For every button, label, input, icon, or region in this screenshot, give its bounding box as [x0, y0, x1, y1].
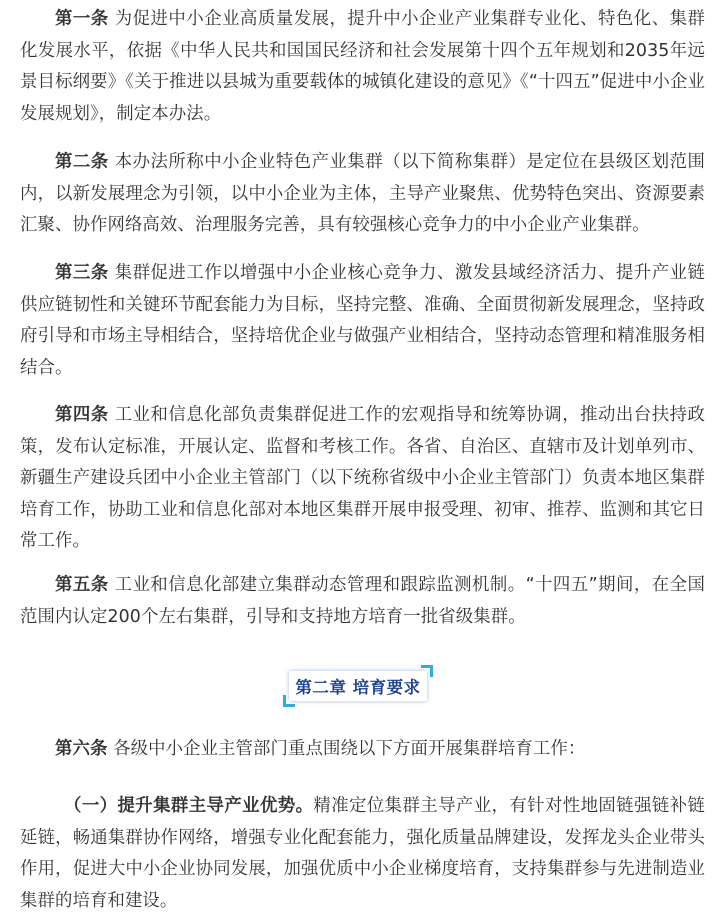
article-5-label: 第五条	[55, 575, 109, 595]
article-2-label: 第二条	[55, 152, 109, 172]
item-1-label: （一）提升集群主导产业优势。	[64, 796, 314, 816]
article-4-text: 工业和信息化部负责集群促进工作的宏观指导和统筹协调，推动出台扶持政策，发布认定标准，开展认定、监督和考核工作。各省、自治区、直辖市及计划单列市、新疆生产建设兵团中小企业主管部门（以下统称省级中小企业主管部门）负责本地区集群培育工作，协助工业和信息化部对本地区集群开展申报受理、初审、推荐、监测和其它日常工作。	[20, 405, 705, 551]
article-6-text: 各级中小企业主管部门重点围绕以下方面开展集群培育工作：	[107, 739, 586, 759]
article-3	[20, 258, 705, 384]
article-3-label: 第三条	[55, 263, 109, 283]
article-5-text: 工业和信息化部建立集群动态管理和跟踪监测机制。“十四五”期间，在全国范围内认定200个左右集群，引导和支持地方培育一批省级集群。	[20, 575, 705, 627]
article-1-text: 为促进中小企业高质量发展，提升中小企业产业集群专业化、特色化、集群化发展水平，依据《中华人民共和国国民经济和社会发展第十四个五年规划和2035年远景目标纲要》《关于推进以县城为重要载体的城镇化建设的意见》《“十四五”促进中小企业发展规划》，制定本办法。	[20, 9, 705, 124]
article-2-text: 本办法所称中小企业特色产业集群（以下简称集群）是定位在县级区划范围内，以新发展理念为引领，以中小企业为主体，主导产业聚焦、优势特色突出、资源要素汇聚、协作网络高效、治理服务完善，具有较强核心竞争力的中小企业产业集群。	[20, 152, 705, 235]
article-1-label: 第一条	[55, 9, 109, 29]
chapter-heading	[0, 665, 725, 709]
article-3-text: 集群促进工作以增强中小企业核心竞争力、激发县域经济活力、提升产业链供应链韧性和关键环节配套能力为目标，坚持完整、准确、全面贯彻新发展理念，坚持政府引导和市场主导相结合，坚持培优企业与做强产业相结合，坚持动态管理和精准服务相结合。	[20, 263, 705, 378]
chapter-frame	[283, 665, 433, 707]
item-1	[20, 791, 705, 917]
article-5	[20, 570, 705, 633]
article-4	[20, 400, 705, 558]
article-2	[20, 147, 705, 242]
article-4-label: 第四条	[55, 405, 109, 425]
article-6	[20, 734, 705, 766]
item-1-text: 精准定位集群主导产业，有针对性地固链强链补链延链，畅通集群协作网络，增强专业化配套能力，强化质量品牌建设，发挥龙头企业带头作用，促进大中小企业协同发展，加强优质中小企业梯度培育，支持集群参与先进制造业集群的培育和建设。	[20, 796, 705, 911]
chapter-title: 第二章 培育要求	[295, 678, 421, 697]
chapter-title-box	[289, 671, 427, 701]
article-1	[20, 4, 705, 130]
article-6-label: 第六条	[55, 739, 108, 759]
